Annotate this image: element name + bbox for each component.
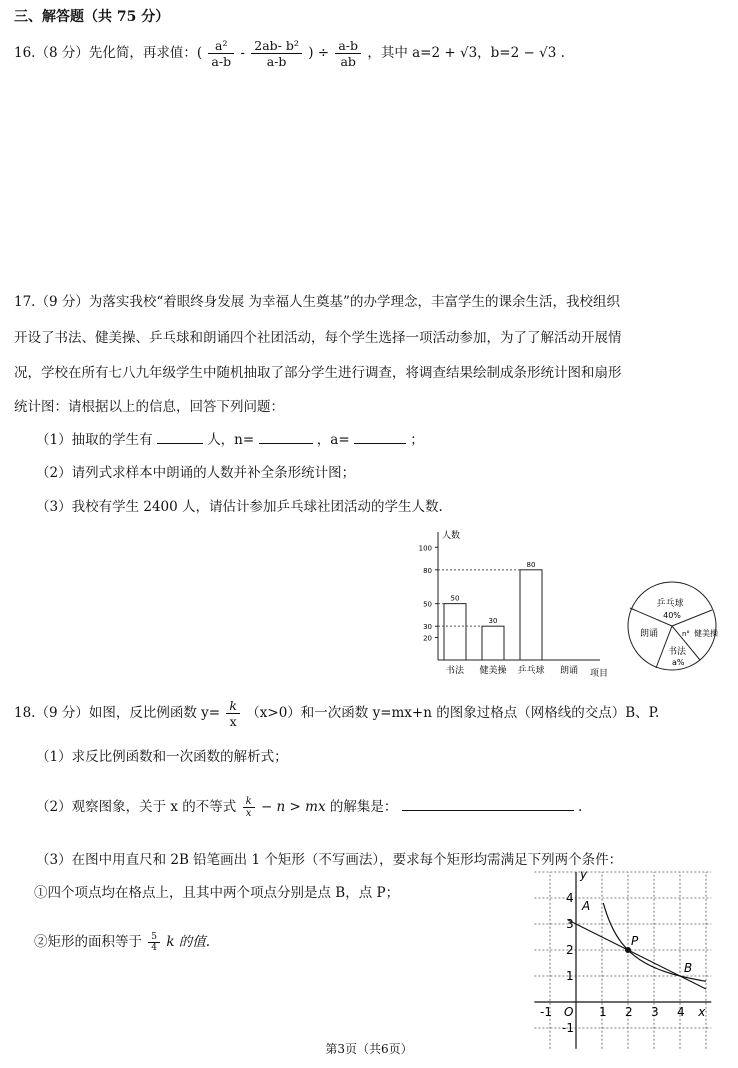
x-tick-label: -1 (540, 1005, 552, 1019)
y-tick-label: 100 (418, 544, 432, 553)
section-title: 三、解答题（共 75 分） (14, 9, 170, 25)
blank-students[interactable] (157, 431, 203, 444)
q16-prefix: 16.（8 分）先化简，再求值：( (14, 45, 203, 61)
pie-chart (620, 578, 728, 678)
x-axis-label: x (698, 1005, 706, 1019)
fraction-2ab: $\frac{\text{2ab- b²}}{a-b}$ (251, 38, 302, 69)
coordinate-graph (532, 870, 722, 1055)
q17-line3: 况，学校在所有七八九年级学生中随机抽取了部分学生进行调查，将调查结果绘制成条形统计图和扇形 (14, 365, 622, 381)
q16-suffix: ，其中 a=2 + √3，b=2 − √3 . (367, 45, 565, 61)
x-tick-label: 乒乓球 (517, 666, 545, 676)
bar (444, 604, 466, 660)
y-tick-label: 2 (566, 943, 574, 957)
question-18-line1: 18.（9 分）如图，反比例函数 y= $\frac{k}{x}$ （x>0）和一次函数 y=mx+n 的图象过格点（网格线的交点）B、P. (14, 698, 660, 729)
y-tick-label: 80 (423, 566, 432, 575)
linear-function-line (568, 920, 706, 989)
page-footer: 第3页（共6页） (325, 1042, 413, 1056)
q17-line4: 统计图：请根据以上的信息，回答下列问题： (14, 399, 284, 415)
q17-line1: 17.（9 分）为落实我校“着眼终身发展 为幸福人生奠基”的办学理念，丰富学生的课余生活，我校组织 (14, 294, 620, 310)
fraction-k-x-small: $\frac{k}{x}$ (243, 796, 255, 819)
fraction-ab: $\frac{a-b}{ab}$ (335, 38, 361, 69)
q18-condition2: ②矩形的面积等于 $\frac{5}{4}$ k 的值. (34, 932, 211, 953)
q18-part1: （1）求反比例函数和一次函数的解析式； (36, 749, 288, 765)
x-tick-label: 朗诵 (559, 666, 579, 676)
pie-label-calligraphy: 书法 (668, 647, 687, 657)
y-tick-label: 30 (423, 623, 432, 632)
pie-label-apct: a% (672, 658, 685, 667)
origin-label: O (564, 1005, 574, 1019)
q17-part1: （1）抽取的学生有 人，n= ，a= ； (36, 432, 424, 448)
bar-value-label: 80 (526, 560, 536, 569)
q17-part3: （3）我校有学生 2400 人，请估计参加乒乓球社团活动的学生人数. (36, 499, 443, 515)
x-tick-label: 4 (677, 1005, 685, 1019)
y-tick-label: 4 (566, 891, 574, 905)
bar-chart (400, 526, 610, 686)
bar (520, 570, 542, 660)
bar-value-label: 50 (450, 594, 460, 603)
x-tick-label: 书法 (445, 666, 465, 676)
x-tick-label: 健美操 (479, 666, 507, 676)
blank-a[interactable] (354, 431, 406, 444)
q18-part2: （2）观察图象，关于 x 的不等式 $\frac{k}{x}$ − n > mx 的解集是： . (36, 796, 583, 819)
fraction-5-4: $\frac{5}{4}$ (148, 932, 160, 953)
x-tick-label: 1 (599, 1005, 607, 1019)
x-tick-label: 3 (651, 1005, 659, 1019)
y-tick-label: 1 (566, 969, 574, 983)
q17-line2: 开设了书法、健美操、乒乓球和朗诵四个社团活动，每个学生选择一项活动参加，为了了解活动开展情 (14, 330, 622, 346)
point-b-label: B (684, 961, 693, 975)
q16-minus: - (240, 45, 245, 61)
blank-solution-set[interactable] (402, 798, 574, 811)
question-16 (14, 38, 565, 69)
x-axis-label: 项目 (590, 669, 609, 679)
pie-label-n: n° (682, 630, 690, 638)
x-tick-label: 2 (625, 1005, 633, 1019)
point-p-label: P (631, 934, 639, 948)
q18-condition1: ①四个项点均在格点上，且其中两个项点分别是点 B，点 P； (34, 885, 400, 901)
blank-n[interactable] (259, 431, 313, 444)
y-axis-label: y (580, 870, 588, 882)
q18-part3: （3）在图中用直尺和 2B 铅笔画出 1 个矩形（不写画法），要求每个矩形均需满足下列两个条件： (36, 852, 623, 868)
y-axis-label: 人数 (442, 531, 461, 541)
point-a-label: A (582, 898, 591, 913)
fraction-a2: $\frac{\text{a²}}{a-b}$ (208, 38, 234, 69)
y-tick-label: 50 (423, 600, 432, 609)
fraction-k-over-x: $\frac{k}{x}$ (226, 698, 240, 729)
y-tick-label: 3 (566, 917, 574, 931)
q17-part2: （2）请列式求样本中朗诵的人数并补全条形统计图； (36, 465, 356, 481)
y-tick-label: 20 (423, 634, 432, 643)
pie-label-pingpong: 乒乓球 (656, 599, 684, 609)
pie-label-40pct: 40% (663, 611, 681, 620)
bar (482, 626, 504, 660)
bar-value-label: 30 (488, 617, 498, 626)
pie-label-recite: 朗诵 (640, 629, 659, 639)
q16-div: ) ÷ (308, 45, 330, 61)
y-tick-label: -1 (562, 1021, 574, 1035)
pie-label-aerobics: 健美操 (694, 629, 718, 638)
